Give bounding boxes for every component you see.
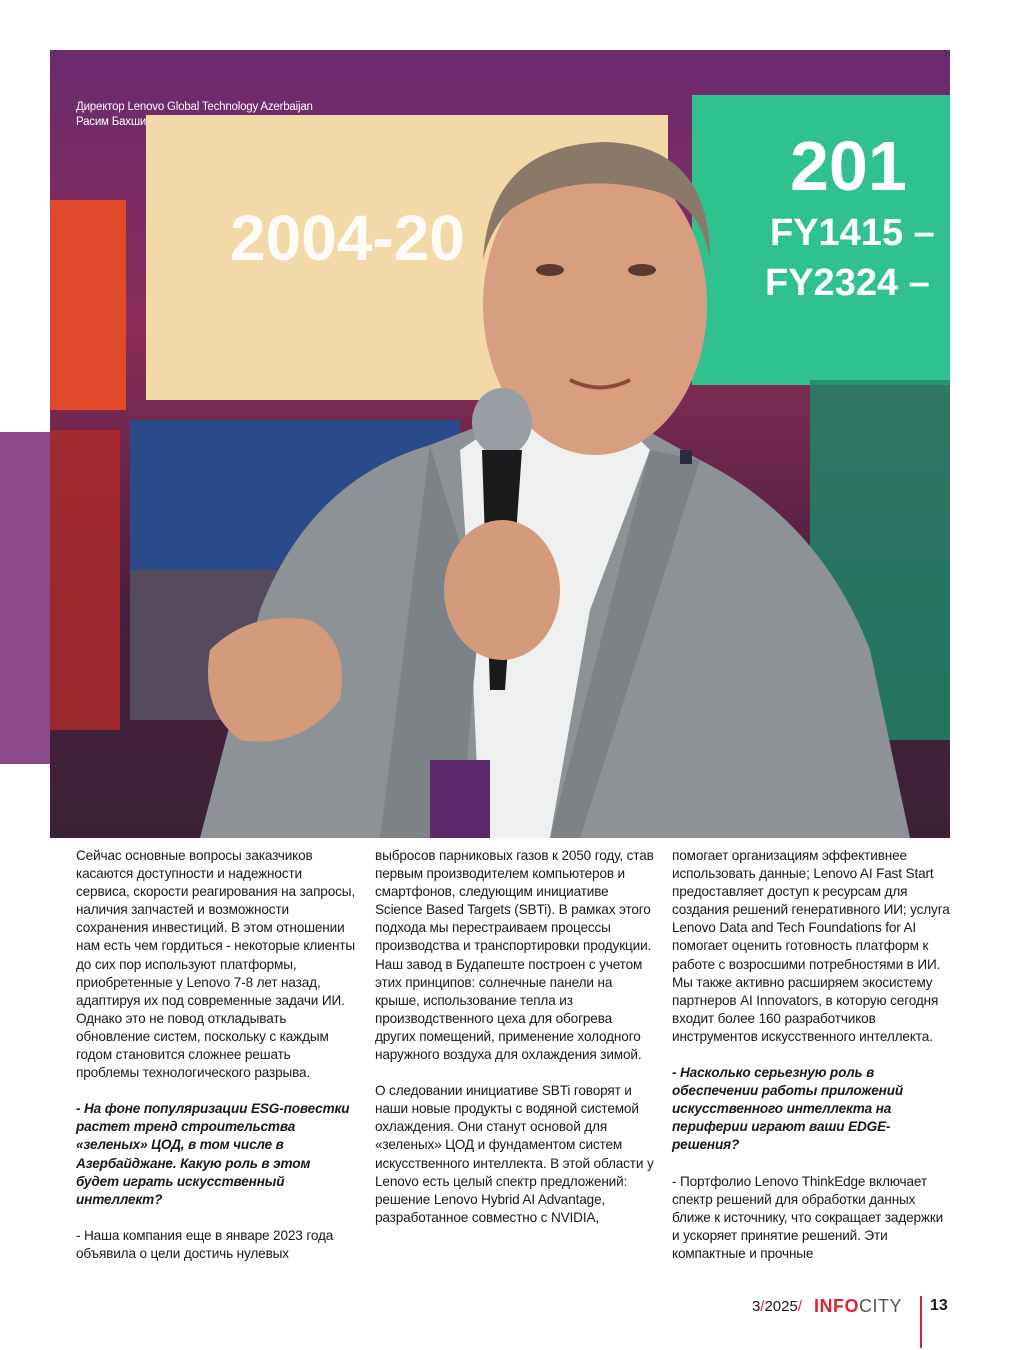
logo-city: CITY: [859, 1296, 903, 1316]
paragraph: помогает организациям эффективнее использовать данные; Lenovo AI Fast Start предоставляет доступ к ресурсам для создания решений генеративного ИИ; услуга Lenovo Data and Tech Foundations for AI помогает оценить готовность платформ к работе с возросшими потребностями в ИИ. Мы также активно расширяем экосистему партнеров AI Innovators, в которую сегодня входит более 160 разработчиков инструментов искусственного интеллекта.: [672, 848, 950, 1044]
photo-caption: [76, 100, 313, 130]
interview-question: - На фоне популяризации ESG-повестки растет тренд строительства «зеленых» ЦОД, в том числе в Азербайджане. Какую роль в этом будет играть искусственный интеллект?: [76, 1101, 350, 1207]
paragraph: Сейчас основные вопросы заказчиков касаются доступности и надежности сервиса, скорости реагирования на запросы, наличия запчастей и возможности сохранения инвестиций. В этом отношении нам есть чем гордиться - некоторые клиенты до сих пор используют платформы, приобретенные у Lenovo 7-8 лет назад, адаптируя их под современные задачи ИИ. Однако это не повод откладывать обновление систем, поскольку с каждым годом становится сложнее решать проблемы технологического разрыва.: [76, 848, 356, 1081]
screen-right-year: 201: [790, 127, 907, 205]
issue-number: 3/2025/: [751, 1298, 802, 1315]
name-badge: [430, 760, 490, 838]
paragraph: выбросов парниковых газов к 2050 году, став первым производителем компьютеров и смартфонов, следующим инициативе Science Based Targets (SBTi). В рамках этого подхода мы перестраиваем процессы производства и транспортировки продукции. Наш завод в Будапеште построен с учетом этих принципов: солнечные панели на крыше, использование тепла из производственного цеха для обогрева других помещений, применение холодного наружного воздуха для охлаждения зимой.: [375, 848, 654, 1063]
lapel-pin: [680, 450, 692, 464]
text-column-3: [672, 847, 952, 1281]
screen-left-lower: [50, 430, 120, 730]
interview-question: - Насколько серьезную роль в обеспечении работы приложений искусственного интеллекта на периферии играют ваши EDGE-решения?: [672, 1065, 904, 1153]
section-side-tab: [0, 432, 50, 764]
magazine-logo: [814, 1296, 902, 1317]
footer-divider: [920, 1296, 922, 1348]
caption-name: Расим Бахши: [76, 116, 147, 128]
paragraph: - Наша компания еще в январе 2023 года объявила о цели достичь нулевых: [76, 1227, 334, 1261]
page-number: 13: [930, 1297, 948, 1314]
text-column-1: [76, 847, 356, 1281]
microphone-head: [472, 388, 532, 456]
issue-year: 2025: [764, 1298, 798, 1315]
eye-left: [536, 264, 564, 276]
page-footer: [0, 1296, 1012, 1350]
speaker-photo: [50, 50, 950, 838]
screen-red-tile: [50, 200, 126, 410]
logo-info: INFO: [814, 1296, 859, 1316]
eye-right: [628, 264, 656, 276]
text-column-2: [375, 847, 655, 1245]
hand-right: [444, 520, 560, 660]
screen-right-line2: FY1415 –: [770, 212, 935, 254]
photo-illustration: [50, 50, 950, 838]
paragraph: О следовании инициативе SBTi говорят и наши новые продукты с водяной системой охлаждения. Они станут основой для «зеленых» ЦОД и фундаментом систем искусственного интеллекта. В этой области у Lenovo есть целый спектр предложений: решение Lenovo Hybrid AI Advantage, разработанное совместно с NVIDIA,: [375, 1083, 654, 1225]
screen-left-year: 2004-20: [230, 202, 465, 274]
caption-title: Директор Lenovo Global Technology Azerbaijan: [76, 101, 313, 113]
screen-right-line3: FY2324 –: [765, 262, 930, 304]
issue-num: 3: [751, 1298, 761, 1315]
paragraph: - Портфолио Lenovo ThinkEdge включает спектр решений для обработки данных ближе к источнику, что сокращает задержки и ускоряет принятие решений. Эти компактные и прочные: [672, 1173, 944, 1261]
